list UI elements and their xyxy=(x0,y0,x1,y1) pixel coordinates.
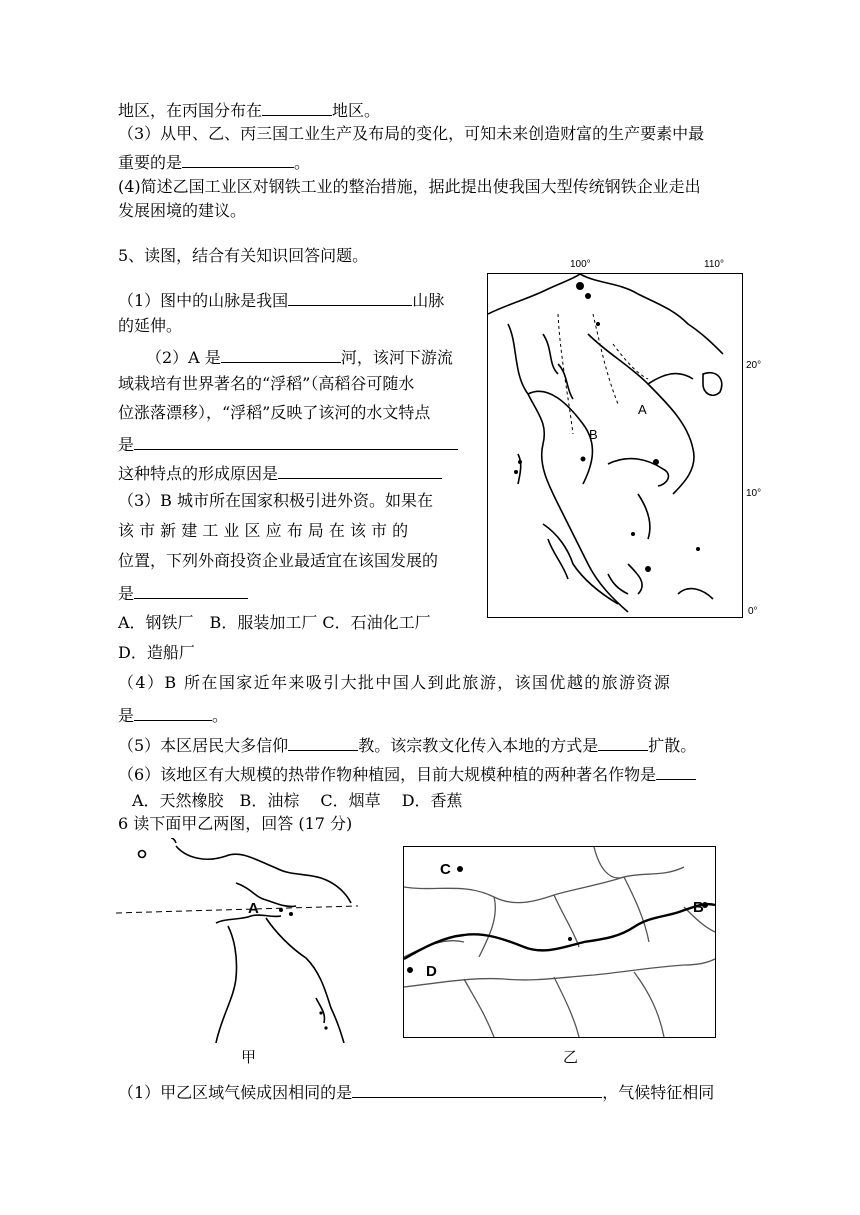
text-line: 是 xyxy=(118,432,458,455)
text-line: 是 。 xyxy=(118,703,228,726)
text-line: （5）本区居民大多信仰 教。该宗教文化传入本地的方式是 扩散。 xyxy=(118,733,696,756)
text-line: 位涨落漂移），“浮稻”反映了该河的水文特点 xyxy=(118,403,431,422)
text-line: （3）从甲、乙、丙三国工业生产及布局的变化，可知未来创造财富的生产要素中最 xyxy=(118,124,705,143)
latitude-label: 0° xyxy=(748,606,758,617)
map-jia xyxy=(116,838,358,1043)
map-point-label: A xyxy=(638,402,647,417)
text-line: A．钢铁厂 B．服装加工厂 C．石油化工厂 xyxy=(118,613,431,632)
text-line: （1）甲乙区域气候成因相同的是 ，气候特征相同 xyxy=(118,1080,714,1103)
map-point-label: C xyxy=(440,861,451,878)
map-yi xyxy=(403,846,716,1038)
text-line: （1）图中的山脉是我国 山脉 xyxy=(118,288,444,311)
map-point-label: B xyxy=(693,899,704,916)
map-caption: 甲 xyxy=(241,1048,257,1066)
text-line: 地区，在丙国分布在 地区。 xyxy=(118,98,380,121)
text-line: 发展困境的建议。 xyxy=(118,201,247,220)
text-line: 是 xyxy=(118,581,248,604)
text-line: 重要的是 。 xyxy=(118,150,310,173)
text-line: 的延伸。 xyxy=(118,316,183,335)
text-line: 该 市 新 建 工 业 区 应 布 局 在 该 市 的 xyxy=(118,521,409,540)
text-line: （3）B 城市所在国家积极引进外资。如果在 xyxy=(118,491,434,510)
map-point-label: D xyxy=(426,963,437,980)
map-jia-drawing xyxy=(116,838,358,1043)
question-title: 5、读图，结合有关知识回答问题。 xyxy=(118,246,369,265)
indochina-map-drawing xyxy=(488,274,742,617)
text-line: A．天然橡胶 B．油棕 C．烟草 D．香蕉 xyxy=(132,791,463,810)
map-point-label: B xyxy=(589,427,598,442)
map-caption: 乙 xyxy=(563,1048,579,1066)
text-line: 这种特点的形成原因是 xyxy=(118,461,442,484)
longitude-label: 100° xyxy=(570,259,591,270)
latitude-label: 20° xyxy=(746,360,762,371)
text-line: D．造船厂 xyxy=(118,643,195,662)
question-title: 6 读下面甲乙两图，回答 (17 分) xyxy=(118,814,353,833)
text-line: （2）A 是 河，该河下游流 xyxy=(146,345,453,368)
text-line: 域栽培有世界著名的“浮稻”（高稻谷可随水 xyxy=(118,374,415,393)
text-line: （4）B 所在国家近年来吸引大批中国人到此旅游，该国优越的旅游资源 xyxy=(118,673,672,692)
indochina-map xyxy=(487,273,743,618)
map-point-label: A xyxy=(248,900,259,917)
latitude-label: 10° xyxy=(746,488,762,499)
text-line: 位置，下列外商投资企业最适宜在该国发展的 xyxy=(118,551,439,570)
text-line: （6）该地区有大规模的热带作物种植园，目前大规模种植的两种著名作物是 xyxy=(118,762,696,785)
longitude-label: 110° xyxy=(704,259,724,270)
text-line: (4)简述乙国工业区对钢铁工业的整治措施，据此提出使我国大型传统钢铁企业走出 xyxy=(118,177,701,196)
